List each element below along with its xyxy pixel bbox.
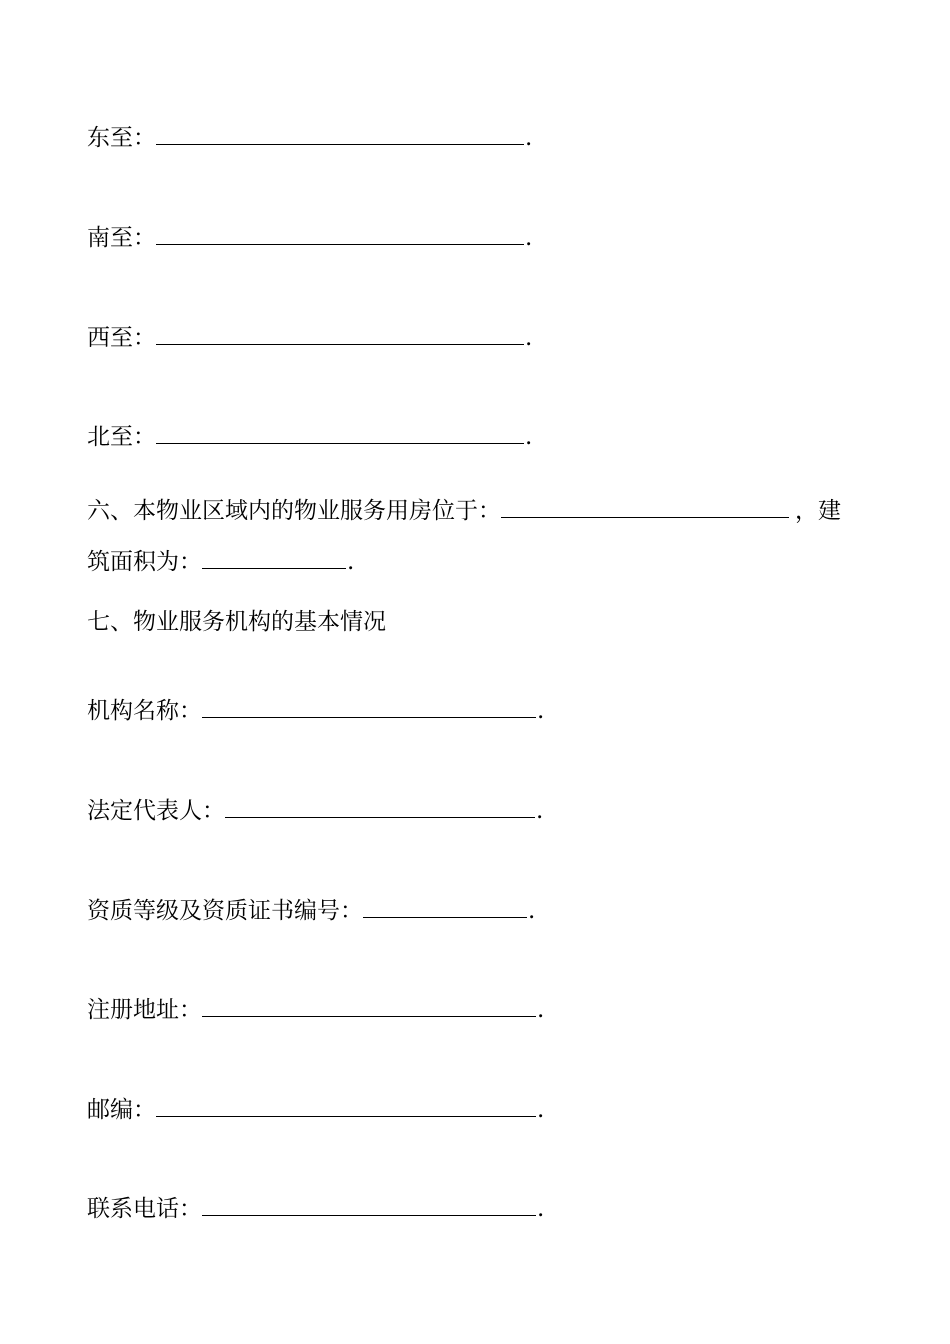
qualification-line <box>87 895 535 925</box>
postcode-label: 邮编： <box>87 1097 156 1123</box>
legal-rep-line <box>87 795 543 825</box>
phone-end: . <box>537 1196 545 1222</box>
south-boundary-end: . <box>525 225 533 251</box>
org-name-label: 机构名称： <box>87 698 202 724</box>
legal-rep-blank[interactable] <box>225 795 535 818</box>
east-boundary-label: 东至： <box>87 125 156 151</box>
phone-line <box>87 1193 544 1223</box>
postcode-line <box>87 1094 544 1124</box>
org-name-end: . <box>537 698 545 724</box>
west-boundary-blank[interactable] <box>156 322 524 345</box>
legal-rep-label: 法定代表人： <box>87 798 225 824</box>
qualification-end: . <box>528 898 536 924</box>
east-boundary-blank[interactable] <box>156 122 524 145</box>
address-end: . <box>537 997 545 1023</box>
west-boundary-end: . <box>525 325 533 351</box>
address-label: 注册地址： <box>87 997 202 1023</box>
south-boundary-label: 南至： <box>87 225 156 251</box>
service-room-location-line <box>87 495 841 525</box>
service-room-area-label: 筑面积为： <box>87 549 202 575</box>
qualification-blank[interactable] <box>363 895 527 918</box>
north-boundary-blank[interactable] <box>156 421 524 444</box>
service-room-area-line <box>87 546 354 576</box>
service-room-area-end: . <box>347 549 355 575</box>
phone-blank[interactable] <box>202 1193 536 1216</box>
service-room-location-blank[interactable] <box>501 495 789 518</box>
south-boundary-line <box>87 222 532 252</box>
org-name-line <box>87 695 544 725</box>
postcode-end: . <box>537 1097 545 1123</box>
phone-label: 联系电话： <box>87 1196 202 1222</box>
service-room-location-tail: ，建 <box>795 498 841 524</box>
service-room-area-blank[interactable] <box>202 546 346 569</box>
address-line <box>87 994 544 1024</box>
north-boundary-label: 北至： <box>87 424 156 450</box>
section7-heading: 七、物业服务机构的基本情况 <box>87 609 386 635</box>
qualification-label: 资质等级及资质证书编号： <box>87 898 363 924</box>
east-boundary-end: . <box>525 125 533 151</box>
org-name-blank[interactable] <box>202 695 536 718</box>
postcode-blank[interactable] <box>156 1094 536 1117</box>
address-blank[interactable] <box>202 994 536 1017</box>
north-boundary-end: . <box>525 424 533 450</box>
service-room-location-label: 六、本物业区域内的物业服务用房位于： <box>87 498 501 524</box>
east-boundary-line <box>87 122 532 152</box>
west-boundary-line <box>87 322 532 352</box>
west-boundary-label: 西至： <box>87 325 156 351</box>
legal-rep-end: . <box>536 798 544 824</box>
north-boundary-line <box>87 421 532 451</box>
south-boundary-blank[interactable] <box>156 222 524 245</box>
